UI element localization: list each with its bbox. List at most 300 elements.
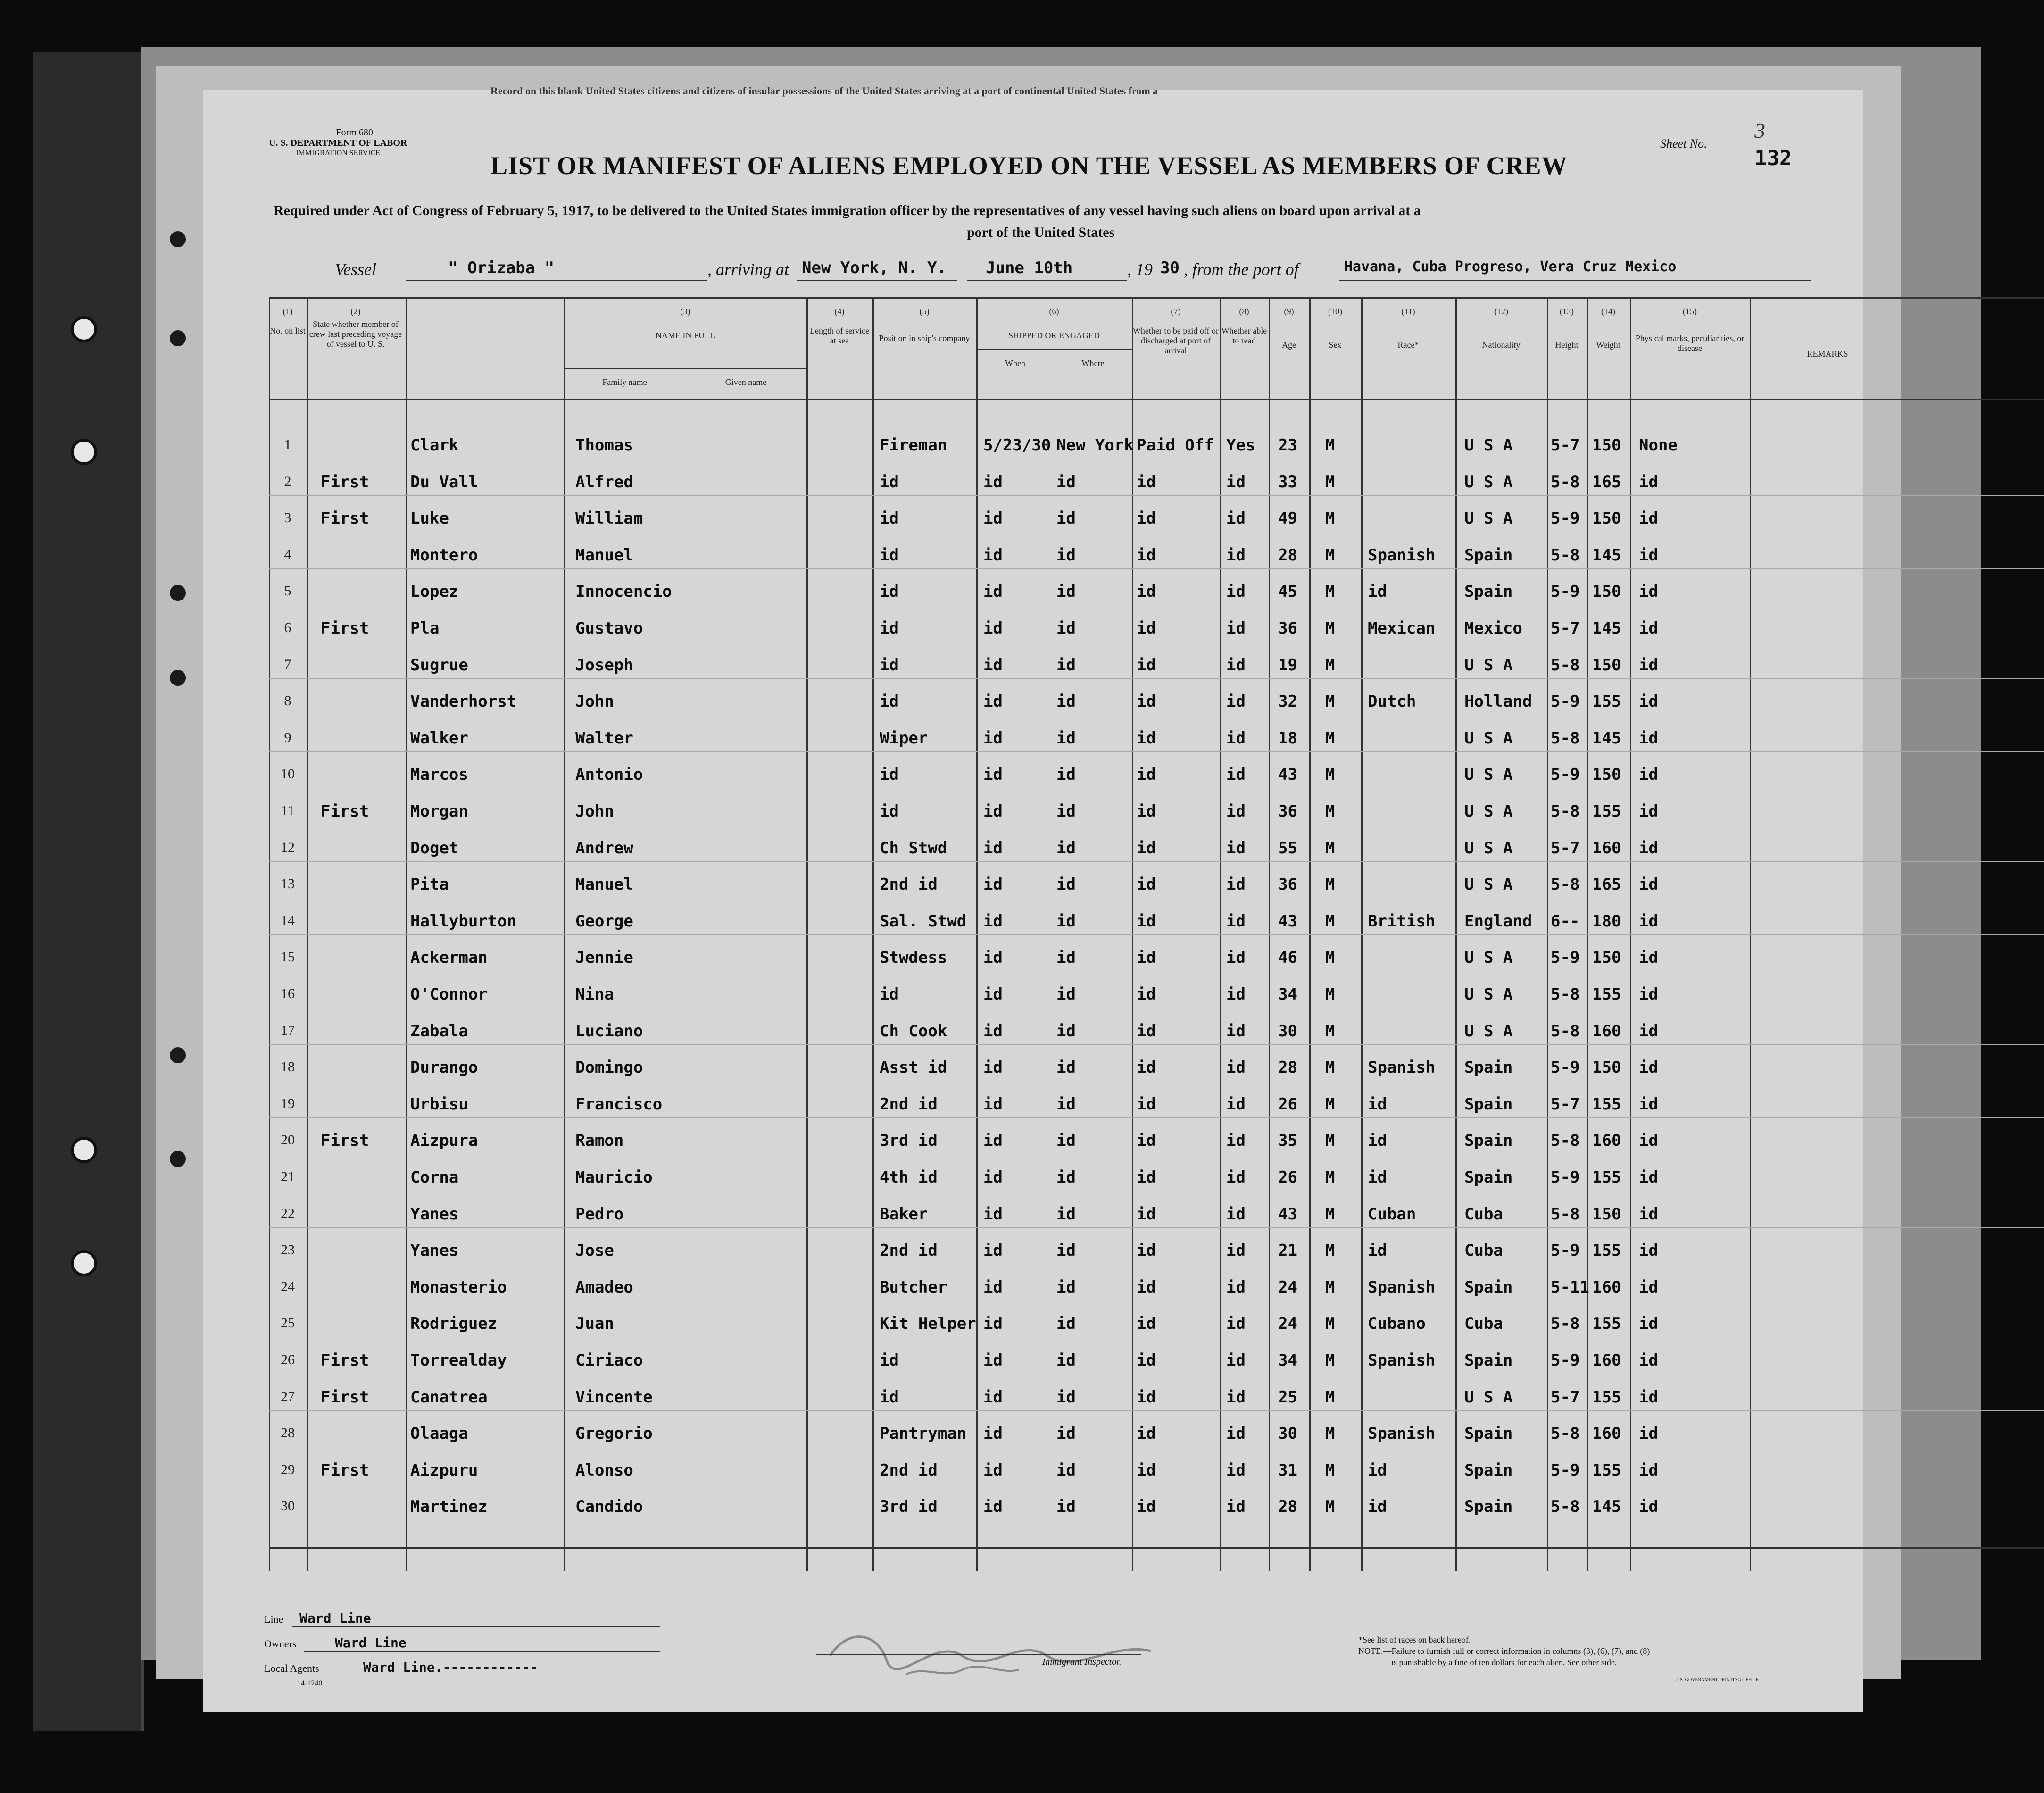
col11-header: (11) Race* [1397,307,1419,350]
nationality-cell: U S A [1464,509,1513,528]
age-cell: 55 [1278,838,1297,858]
col1-header: (1) No. on list [270,307,306,335]
col13-header: (13) Height [1555,307,1579,350]
given-name-cell: William [575,509,643,528]
shipped-when-cell: id [983,1131,1003,1151]
row-number-cell: 23 [281,1242,295,1258]
position-cell: id [880,802,899,821]
shipped-where-cell: id [1056,1314,1076,1334]
able-to-read-cell: id [1226,1021,1246,1041]
able-to-read-cell: Yes [1226,436,1255,455]
given-name-cell: Juan [575,1314,614,1334]
shipped-when-cell: id [983,1094,1003,1114]
family-name-cell: Durango [410,1058,478,1077]
nationality-cell: Spain [1464,582,1513,601]
height-cell: 5-8 [1551,1131,1580,1151]
binder-ring [71,439,97,465]
age-cell: 49 [1278,509,1297,528]
shipped-where-cell: id [1056,948,1076,967]
able-to-read-cell: id [1226,1058,1246,1077]
shipped-when-cell: id [983,1021,1003,1041]
position-cell: id [880,765,899,784]
able-to-read-cell: id [1226,911,1246,931]
given-name-cell: Vincente [575,1387,653,1407]
age-cell: 33 [1278,472,1297,492]
height-cell: 5-8 [1551,472,1580,492]
race-cell: Spanish [1368,1424,1436,1443]
height-cell: 5-9 [1551,1351,1580,1370]
shipped-when-cell: id [983,802,1003,821]
sex-cell: M [1325,911,1335,931]
shipped-when-cell: id [983,875,1003,894]
shipped-where-cell: id [1056,509,1076,528]
race-cell: Cuban [1368,1204,1416,1224]
remarks-header: REMARKS [1807,349,1848,359]
age-cell: 43 [1278,765,1297,784]
row-number-cell: 3 [284,510,291,526]
shipped-when-cell: id [983,765,1003,784]
weight-cell: 150 [1592,582,1621,601]
shipped-when-cell: id [983,1204,1003,1224]
col7-header: (7) Whether to be paid off or discharged at port of arrival [1132,307,1219,355]
family-name-cell: Aizpuru [410,1460,478,1480]
state-cell: First [321,1351,369,1370]
row-number-cell: 27 [281,1388,295,1404]
family-name-cell: Aizpura [410,1131,478,1151]
sex-cell: M [1325,619,1335,638]
col6-header: (6) SHIPPED OR ENGAGED [1008,307,1100,340]
given-name-cell: Gregorio [575,1424,653,1443]
age-cell: 31 [1278,1460,1297,1480]
sex-cell: M [1325,948,1335,967]
row-number-cell: 25 [281,1315,295,1331]
shipped-when-cell: id [983,911,1003,931]
height-cell: 5-9 [1551,509,1580,528]
given-name-cell: John [575,802,614,821]
shipped-where-cell: id [1056,911,1076,931]
col8-header: (8) Whether able to read [1221,307,1267,345]
row-number-cell: 26 [281,1352,295,1368]
shipped-when-cell: 5/23/30 [983,436,1051,455]
paid-off-cell: id [1137,1460,1156,1480]
paid-off-cell: id [1137,1497,1156,1517]
physical-marks-cell: id [1639,948,1658,967]
height-cell: 5-11 [1551,1277,1589,1297]
shipped-where-cell: id [1056,1094,1076,1114]
shipped-where-cell: id [1056,582,1076,601]
given-name-cell: Thomas [575,436,633,455]
nationality-cell: U S A [1464,655,1513,675]
row-number-cell: 8 [284,693,291,709]
arrival-port: New York, N. Y. [802,259,947,277]
sex-cell: M [1325,1168,1335,1187]
sex-cell: M [1325,582,1335,601]
paid-off-cell: id [1137,1131,1156,1151]
physical-marks-cell: id [1639,692,1658,711]
col14-header: (14) Weight [1596,307,1620,350]
form-block [269,127,407,158]
sex-cell: M [1325,1277,1335,1297]
physical-marks-cell: id [1639,1351,1658,1370]
race-cell: id [1368,1497,1387,1517]
row-number-cell: 10 [281,766,295,782]
owners-value: Ward Line [335,1635,407,1651]
race-cell: British [1368,911,1436,931]
shipped-when-cell: id [983,1058,1003,1077]
age-cell: 24 [1278,1277,1297,1297]
physical-marks-cell: id [1639,509,1658,528]
state-cell: First [321,1460,369,1480]
height-cell: 5-8 [1551,1497,1580,1517]
nationality-cell: Spain [1464,1058,1513,1077]
row-number-cell: 28 [281,1425,295,1441]
sex-cell: M [1325,692,1335,711]
race-cell: id [1368,1168,1387,1187]
sex-cell: M [1325,1021,1335,1041]
sheet-label: Sheet No. [1660,137,1707,150]
given-name-cell: Mauricio [575,1168,653,1187]
race-cell: Spanish [1368,1351,1436,1370]
family-name-cell: Walker [410,728,468,748]
where-subheader: Where [1081,359,1105,368]
physical-marks-cell: id [1639,765,1658,784]
arrival-date: June 10th [986,259,1073,277]
row-number-cell: 14 [281,912,295,928]
sex-cell: M [1325,1424,1335,1443]
physical-marks-cell: id [1639,1424,1658,1443]
nationality-cell: Cuba [1464,1204,1503,1224]
sex-cell: M [1325,545,1335,565]
physical-marks-cell: id [1639,1314,1658,1334]
col10-header: (10) Sex [1328,307,1342,350]
state-cell: First [321,802,369,821]
age-cell: 32 [1278,692,1297,711]
able-to-read-cell: id [1226,472,1246,492]
state-cell: First [321,1131,369,1151]
height-cell: 5-8 [1551,1314,1580,1334]
given-name-cell: Joseph [575,655,633,675]
race-cell: Dutch [1368,692,1416,711]
fine-note-cont: is punishable by a fine of ten dollars for each alien. See other side. [1391,1658,1617,1667]
paid-off-cell: id [1137,1168,1156,1187]
age-cell: 25 [1278,1387,1297,1407]
row-number-cell: 11 [281,803,295,818]
shipped-when-cell: id [983,1460,1003,1480]
agents-label: Local Agents [264,1662,319,1674]
shipped-where-cell: id [1056,1131,1076,1151]
row-number-cell: 6 [284,620,291,635]
nationality-cell: Spain [1464,1351,1513,1370]
physical-marks-cell: id [1639,802,1658,821]
race-cell: id [1368,1460,1387,1480]
paid-off-cell: id [1137,765,1156,784]
height-cell: 5-8 [1551,655,1580,675]
given-name-cell: John [575,692,614,711]
weight-cell: 155 [1592,1460,1621,1480]
able-to-read-cell: id [1226,619,1246,638]
given-name-cell: Luciano [575,1021,643,1041]
nationality-cell: Spain [1464,1424,1513,1443]
position-cell: 4th id [880,1168,938,1187]
weight-cell: 155 [1592,1241,1621,1260]
position-cell: Butcher [880,1277,947,1297]
row-number-cell: 7 [284,656,291,672]
shipped-where-cell: id [1056,692,1076,711]
shipped-where-cell: id [1056,728,1076,748]
shipped-where-cell: id [1056,1204,1076,1224]
shipped-when-cell: id [983,1497,1003,1517]
physical-marks-cell: id [1639,1058,1658,1077]
row-number-cell: 17 [281,1022,295,1038]
position-cell: id [880,1351,899,1370]
paid-off-cell: id [1137,1424,1156,1443]
weight-cell: 155 [1592,1168,1621,1187]
family-name-cell: Yanes [410,1241,459,1260]
paid-off-cell: id [1137,582,1156,601]
paid-off-cell: id [1137,619,1156,638]
weight-cell: 155 [1592,1314,1621,1334]
shipped-when-cell: id [983,1351,1003,1370]
inspector-label: Immigrant Inspector. [1042,1657,1122,1667]
position-cell: id [880,985,899,1004]
family-name-subheader: Family name [602,377,647,387]
weight-cell: 145 [1592,545,1621,565]
sex-cell: M [1325,1204,1335,1224]
given-name-subheader: Given name [725,377,767,387]
weight-cell: 150 [1592,509,1621,528]
able-to-read-cell: id [1226,838,1246,858]
weight-cell: 155 [1592,692,1621,711]
weight-cell: 160 [1592,1351,1621,1370]
nationality-cell: U S A [1464,838,1513,858]
family-name-cell: Olaaga [410,1424,468,1443]
sex-cell: M [1325,838,1335,858]
nationality-cell: Cuba [1464,1314,1503,1334]
subtitle-line1: Required under Act of Congress of February 5, 1917, to be delivered to the United States immigration officer by the representatives of any vessel having such aliens on board upon arrival at a [274,203,1421,218]
height-cell: 5-7 [1551,436,1580,455]
row-number-cell: 1 [284,437,291,452]
age-cell: 34 [1278,1351,1297,1370]
position-cell: Pantryman [880,1424,967,1443]
age-cell: 28 [1278,1497,1297,1517]
family-name-cell: Canatrea [410,1387,488,1407]
given-name-cell: Walter [575,728,633,748]
shipped-when-cell: id [983,1168,1003,1187]
height-cell: 5-8 [1551,1021,1580,1041]
height-cell: 5-7 [1551,838,1580,858]
given-name-cell: Domingo [575,1058,643,1077]
shipped-when-cell: id [983,838,1003,858]
state-cell: First [321,509,369,528]
able-to-read-cell: id [1226,1424,1246,1443]
shipped-when-cell: id [983,728,1003,748]
age-cell: 30 [1278,1424,1297,1443]
physical-marks-cell: id [1639,655,1658,675]
sex-cell: M [1325,1058,1335,1077]
nationality-cell: U S A [1464,1387,1513,1407]
form-number: Form 680 [336,127,373,138]
given-name-cell: Amadeo [575,1277,633,1297]
age-cell: 36 [1278,875,1297,894]
from-port-label: , from the port of [1184,260,1299,279]
sex-cell: M [1325,1314,1335,1334]
given-name-cell: Antonio [575,765,643,784]
year-suffix: 30 [1160,259,1180,277]
shipped-when-cell: id [983,1314,1003,1334]
sex-cell: M [1325,1497,1335,1517]
weight-cell: 150 [1592,436,1621,455]
paid-off-cell: id [1137,1387,1156,1407]
physical-marks-cell: id [1639,619,1658,638]
given-name-cell: Ramon [575,1131,624,1151]
position-cell: id [880,692,899,711]
position-cell: id [880,619,899,638]
given-name-cell: George [575,911,633,931]
sex-cell: M [1325,802,1335,821]
physical-marks-cell: id [1639,545,1658,565]
row-number-cell: 5 [284,583,291,599]
physical-marks-cell: id [1639,728,1658,748]
height-cell: 5-9 [1551,1168,1580,1187]
position-cell: 3rd id [880,1131,938,1151]
paid-off-cell: id [1137,948,1156,967]
page-number: 132 [1754,146,1792,170]
paid-off-cell: id [1137,1021,1156,1041]
position-cell: Fireman [880,436,947,455]
paid-off-cell: id [1137,472,1156,492]
state-cell: First [321,619,369,638]
row-number-cell: 4 [284,546,291,562]
weight-cell: 155 [1592,802,1621,821]
weight-cell: 150 [1592,948,1621,967]
family-name-cell: Pita [410,875,449,894]
race-cell: id [1368,1131,1387,1151]
position-cell: id [880,655,899,675]
height-cell: 5-8 [1551,1424,1580,1443]
able-to-read-cell: id [1226,765,1246,784]
physical-marks-cell: None [1639,436,1678,455]
paid-off-cell: id [1137,1094,1156,1114]
nationality-cell: U S A [1464,948,1513,967]
physical-marks-cell: id [1639,1094,1658,1114]
age-cell: 35 [1278,1131,1297,1151]
family-name-cell: Rodriguez [410,1314,498,1334]
paid-off-cell: id [1137,875,1156,894]
position-cell: Wiper [880,728,928,748]
nationality-cell: Spain [1464,1131,1513,1151]
position-cell: Baker [880,1204,928,1224]
height-cell: 5-8 [1551,1204,1580,1224]
family-name-cell: Du Vall [410,472,478,492]
shipped-when-cell: id [983,985,1003,1004]
row-number-cell: 13 [281,876,295,892]
shipped-where-cell: id [1056,472,1076,492]
race-cell: id [1368,582,1387,601]
sex-cell: M [1325,472,1335,492]
age-cell: 36 [1278,619,1297,638]
family-name-cell: Yanes [410,1204,459,1224]
shipped-where-cell: id [1056,1021,1076,1041]
weight-cell: 160 [1592,1424,1621,1443]
family-name-cell: Morgan [410,802,468,821]
nationality-cell: U S A [1464,985,1513,1004]
given-name-cell: Manuel [575,875,633,894]
row-number-cell: 20 [281,1132,295,1148]
weight-cell: 150 [1592,1058,1621,1077]
row-number-cell: 21 [281,1169,295,1184]
weight-cell: 155 [1592,1387,1621,1407]
age-cell: 34 [1278,985,1297,1004]
line-value: Ward Line [299,1610,371,1626]
weight-cell: 160 [1592,838,1621,858]
position-cell: Ch Stwd [880,838,947,858]
shipped-when-cell: id [983,1277,1003,1297]
height-cell: 5-9 [1551,582,1580,601]
shipped-where-cell: id [1056,1058,1076,1077]
able-to-read-cell: id [1226,1497,1246,1517]
able-to-read-cell: id [1226,1314,1246,1334]
given-name-cell: Alonso [575,1460,633,1480]
family-name-cell: Urbisu [410,1094,468,1114]
subtitle-line2: port of the United States [967,225,1115,240]
position-cell: 2nd id [880,875,938,894]
age-cell: 26 [1278,1168,1297,1187]
inspector-signature [821,1618,1170,1693]
physical-marks-cell: id [1639,1131,1658,1151]
race-cell: Spanish [1368,1277,1436,1297]
age-cell: 43 [1278,1204,1297,1224]
height-cell: 5-8 [1551,802,1580,821]
able-to-read-cell: id [1226,655,1246,675]
service: IMMIGRATION SERVICE [296,149,381,157]
binder-strip [33,52,144,1731]
sex-cell: M [1325,728,1335,748]
shipped-where-cell: id [1056,765,1076,784]
age-cell: 23 [1278,436,1297,455]
col9-header: (9) Age [1282,307,1296,350]
weight-cell: 155 [1592,1094,1621,1114]
age-cell: 28 [1278,545,1297,565]
height-cell: 5-8 [1551,545,1580,565]
able-to-read-cell: id [1226,948,1246,967]
height-cell: 6-- [1551,911,1580,931]
age-cell: 18 [1278,728,1297,748]
able-to-read-cell: id [1226,875,1246,894]
position-cell: id [880,472,899,492]
able-to-read-cell: id [1226,509,1246,528]
family-name-cell: Doget [410,838,459,858]
age-cell: 43 [1278,911,1297,931]
nationality-cell: Spain [1464,1497,1513,1517]
position-cell: Ch Cook [880,1021,947,1041]
height-cell: 5-9 [1551,765,1580,784]
physical-marks-cell: id [1639,582,1658,601]
physical-marks-cell: id [1639,1497,1658,1517]
weight-cell: 150 [1592,1204,1621,1224]
sheet-number: 3 [1754,118,1765,142]
sex-cell: M [1325,765,1335,784]
given-name-cell: Nina [575,985,614,1004]
age-cell: 24 [1278,1314,1297,1334]
fine-note: NOTE.—Failure to furnish full or correct information in columns (3), (6), (7), and (8) [1358,1646,1650,1656]
shipped-where-cell: id [1056,1424,1076,1443]
family-name-cell: Torrealday [410,1351,507,1370]
row-number-cell: 30 [281,1498,295,1514]
binder-ring [71,1250,97,1276]
shipped-when-cell: id [983,1387,1003,1407]
shipped-when-cell: id [983,545,1003,565]
top-note: Record on this blank United States citizens and citizens of insular possessions of the United States arriving at a port of continental United States from a [490,85,1158,97]
